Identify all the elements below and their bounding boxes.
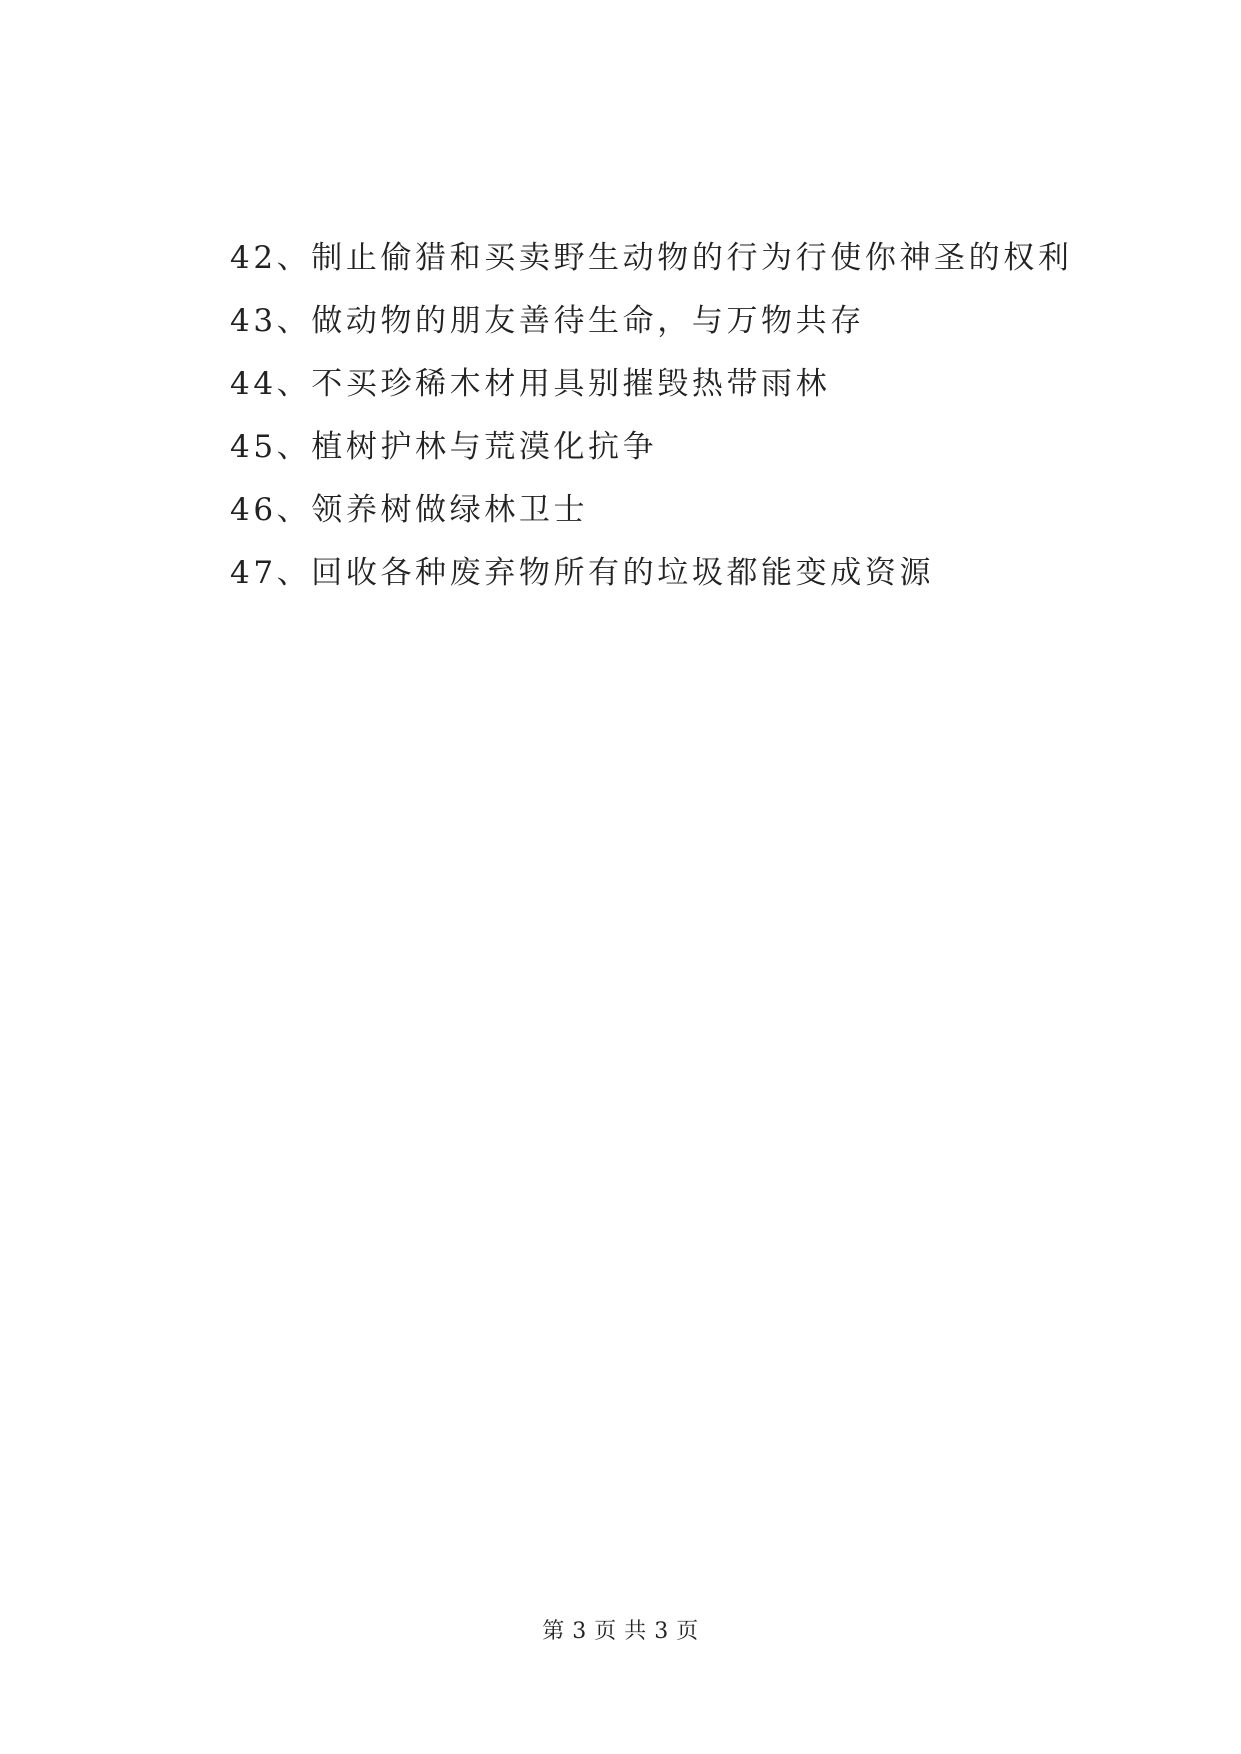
list-item: 47、回收各种废弃物所有的垃圾都能变成资源 [230,555,935,591]
page-footer: 第 3 页 共 3 页 [542,1619,699,1644]
list-item: 44、不买珍稀木材用具别摧毁热带雨林 [230,366,831,402]
slogan-list [230,232,1072,610]
list-item: 43、做动物的朋友善待生命，与万物共存 [230,303,865,339]
list-item: 42、制止偷猎和买卖野生动物的行为行使你神圣的权利 [230,240,1073,276]
list-item: 45、植树护林与荒漠化抗争 [230,429,658,465]
list-item: 46、领养树做绿林卫士 [230,492,589,528]
